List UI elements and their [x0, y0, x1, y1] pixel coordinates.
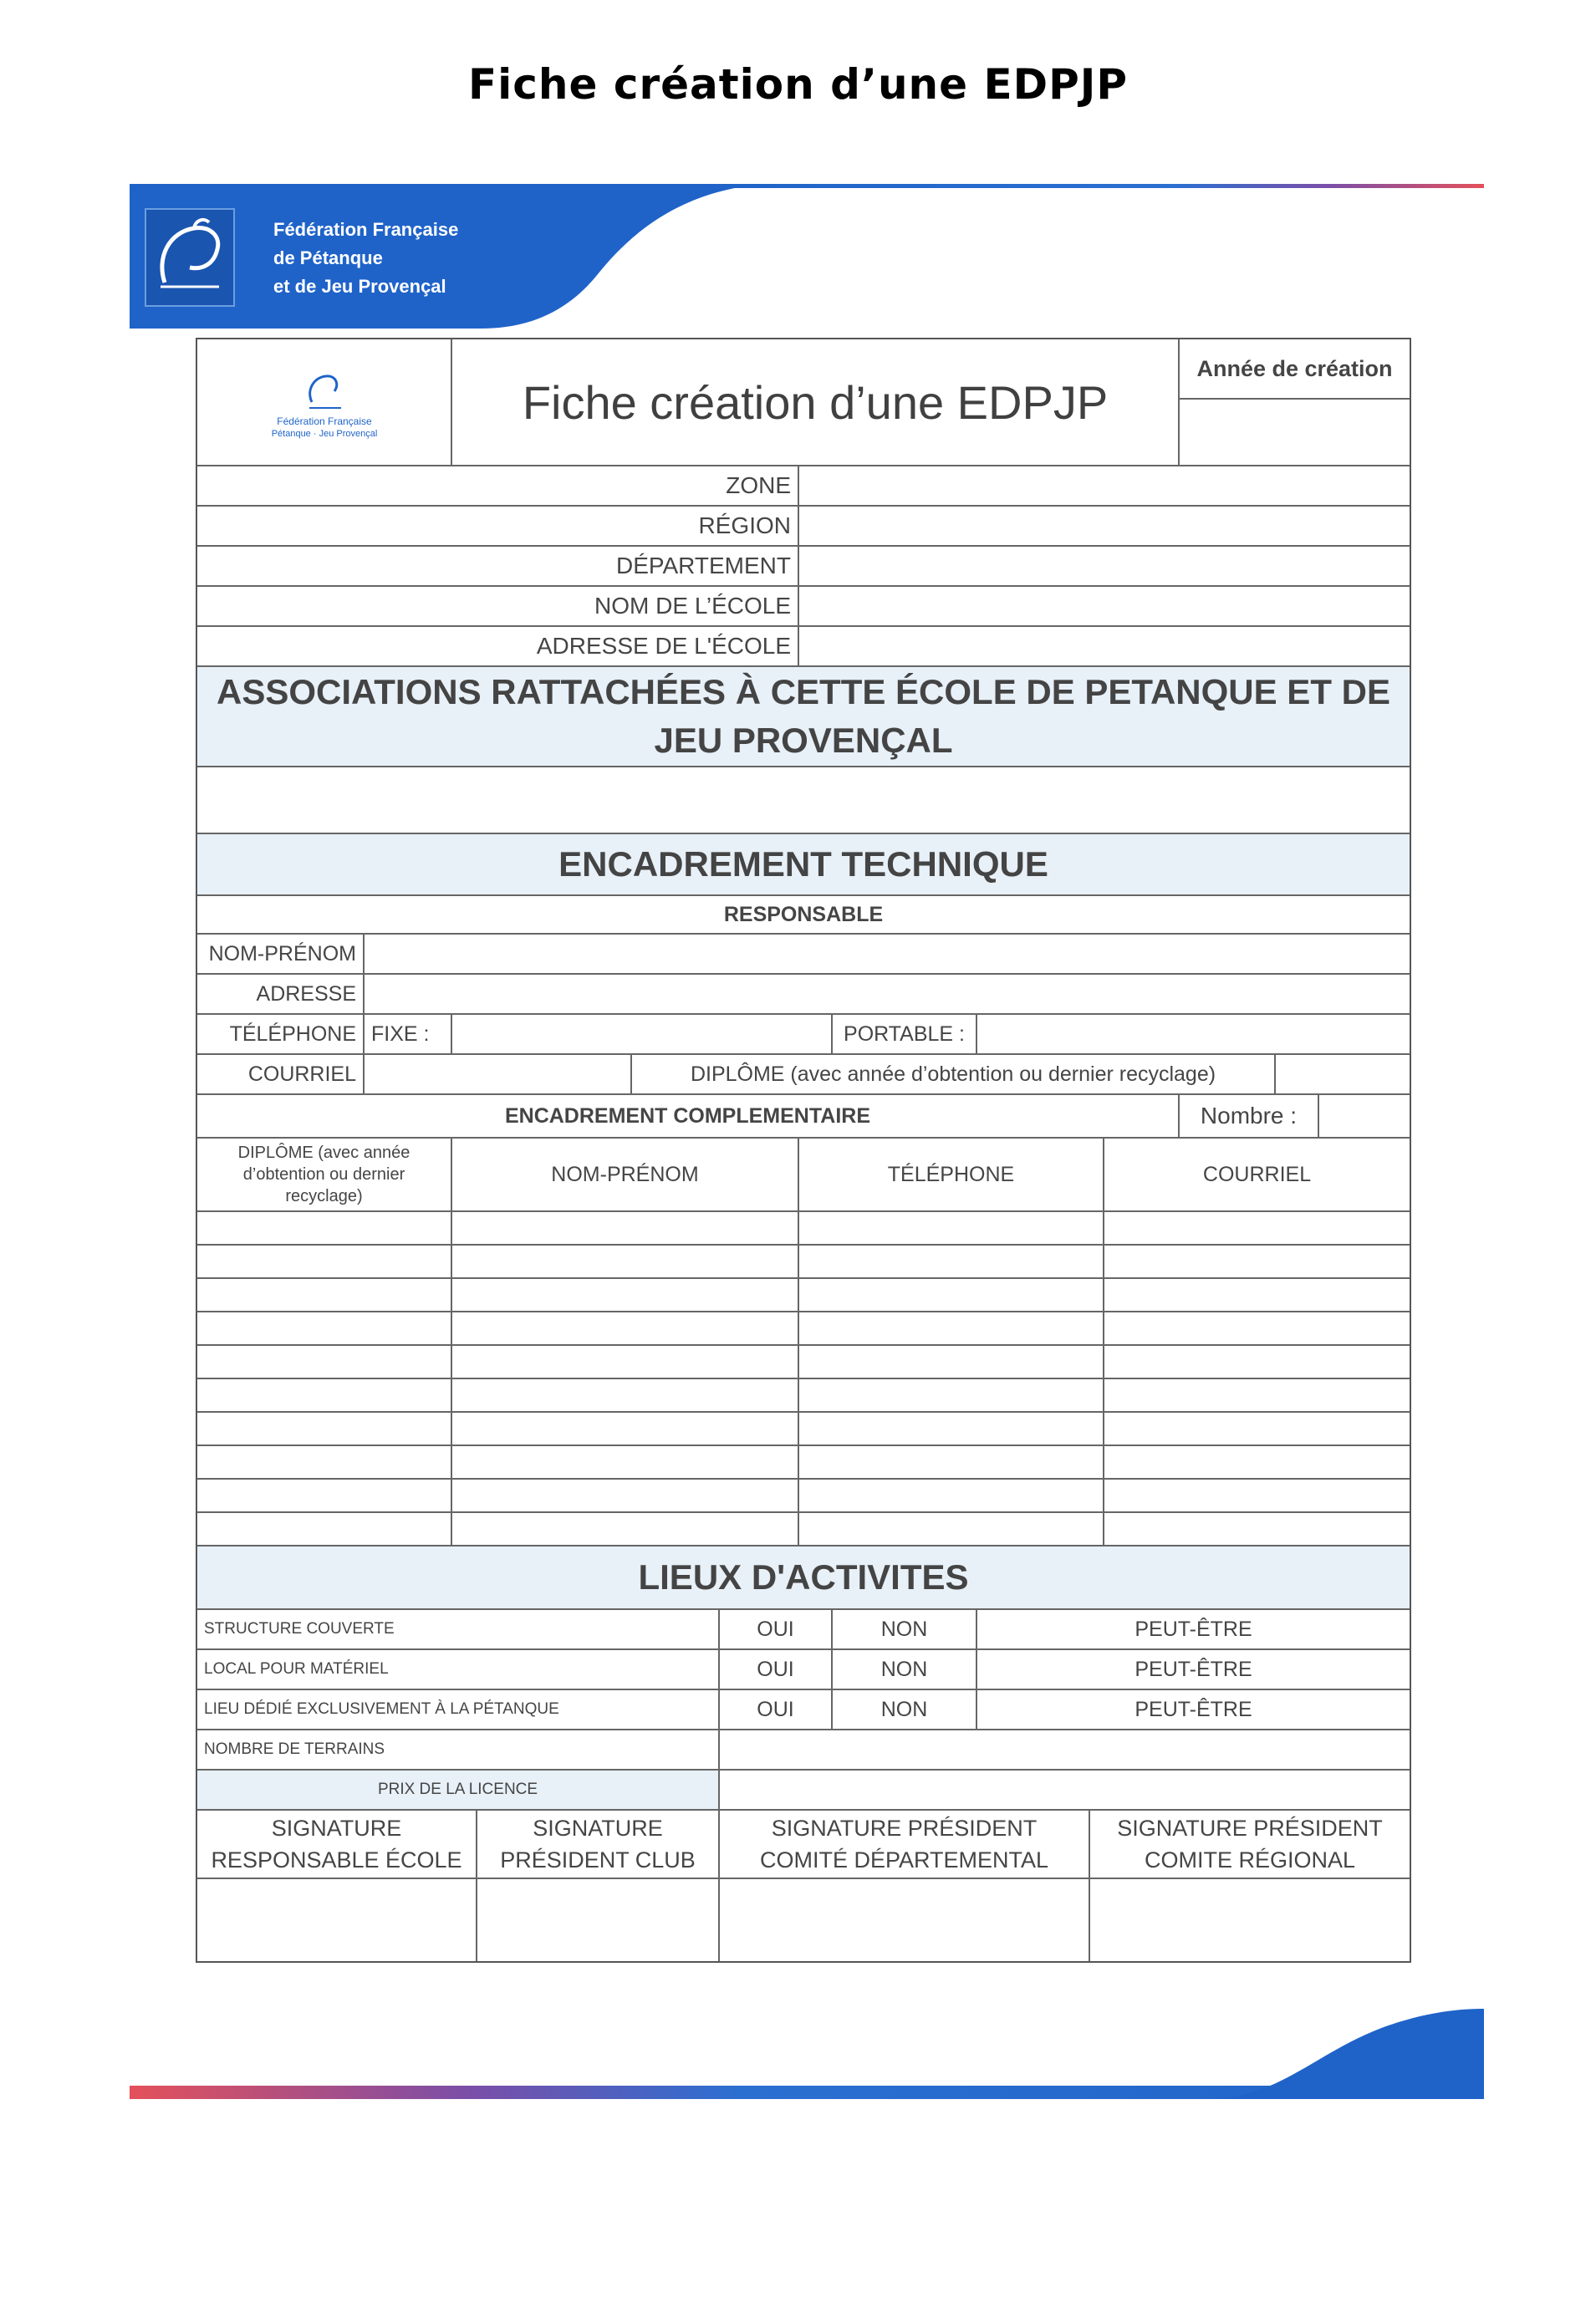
telephone-label: TÉLÉPHONE — [197, 1015, 365, 1053]
form-logo-icon — [232, 364, 416, 440]
structure-couverte-oui[interactable]: OUI — [720, 1610, 833, 1648]
encadrement-title: ENCADREMENT TECHNIQUE — [558, 844, 1048, 884]
form-logo-cell — [197, 339, 452, 465]
zone-input[interactable] — [799, 466, 1410, 505]
signature-ecole-label: SIGNATURE RESPONSABLE ÉCOLE — [197, 1811, 477, 1878]
region-label: RÉGION — [197, 507, 799, 545]
zone-label: ZONE — [197, 466, 799, 505]
table-cell[interactable] — [1104, 1379, 1410, 1411]
table-row — [197, 1413, 1410, 1446]
complementaire-title: ENCADREMENT COMPLEMENTAIRE — [197, 1095, 1180, 1137]
table-cell[interactable] — [1104, 1480, 1410, 1511]
local-materiel-non[interactable]: NON — [833, 1650, 977, 1689]
table-cell[interactable] — [197, 1413, 452, 1445]
table-cell[interactable] — [452, 1480, 799, 1511]
signature-club-label: SIGNATURE PRÉSIDENT CLUB — [477, 1811, 720, 1878]
courriel-label: COURRIEL — [197, 1055, 365, 1093]
year-label: Année de création — [1180, 339, 1410, 400]
signature-cd-box[interactable] — [720, 1879, 1090, 1961]
table-row — [197, 1513, 1410, 1546]
responsable-label: RESPONSABLE — [723, 902, 884, 926]
table-cell[interactable] — [197, 1212, 452, 1244]
federation-line-1: Fédération Française — [273, 219, 459, 240]
school-address-input[interactable] — [799, 627, 1410, 665]
table-cell[interactable] — [799, 1279, 1104, 1311]
table-cell[interactable] — [452, 1279, 799, 1311]
table-cell[interactable] — [452, 1379, 799, 1411]
table-cell[interactable] — [1104, 1413, 1410, 1445]
signature-cr-label: SIGNATURE PRÉSIDENT COMITE RÉGIONAL — [1117, 1816, 1383, 1873]
table-row — [197, 1246, 1410, 1279]
departement-input[interactable] — [799, 547, 1410, 585]
table-cell[interactable] — [799, 1446, 1104, 1478]
page-title: Fiche création d’une EDPJP — [467, 60, 1129, 109]
table-cell[interactable] — [799, 1413, 1104, 1445]
table-cell[interactable] — [452, 1212, 799, 1244]
table-cell[interactable] — [1104, 1513, 1410, 1545]
table-cell[interactable] — [799, 1212, 1104, 1244]
nom-prenom-label: NOM-PRÉNOM — [197, 935, 365, 973]
table-cell[interactable] — [197, 1513, 452, 1545]
signature-cd-label: SIGNATURE PRÉSIDENT COMITÉ DÉPARTEMENTAL — [720, 1811, 1090, 1878]
table-cell[interactable] — [452, 1446, 799, 1478]
terrains-label: NOMBRE DE TERRAINS — [197, 1730, 720, 1769]
departement-label: DÉPARTEMENT — [197, 547, 799, 585]
form-title: Fiche création d’une EDPJP — [452, 339, 1180, 465]
diplome-label: DIPLÔME (avec année d’obtention ou dernier recyclage) — [632, 1055, 1276, 1093]
table-cell[interactable] — [197, 1446, 452, 1478]
table-cell[interactable] — [799, 1312, 1104, 1344]
structure-couverte-label: STRUCTURE COUVERTE — [197, 1610, 720, 1648]
federation-name — [273, 216, 458, 301]
adresse-label: ADRESSE — [197, 975, 365, 1013]
signature-club-box[interactable] — [477, 1879, 720, 1961]
table-row — [197, 1480, 1410, 1513]
region-input[interactable] — [799, 507, 1410, 545]
federation-line-3: et de Jeu Provençal — [273, 276, 446, 297]
school-name-input[interactable] — [799, 587, 1410, 625]
local-materiel-label: LOCAL POUR MATÉRIEL — [197, 1650, 720, 1689]
structure-couverte-peut-etre[interactable]: PEUT-ÊTRE — [1135, 1617, 1252, 1641]
table-cell[interactable] — [197, 1246, 452, 1277]
table-cell[interactable] — [799, 1480, 1104, 1511]
nombre-input[interactable] — [1319, 1095, 1410, 1137]
table-cell[interactable] — [1104, 1446, 1410, 1478]
fixe-input[interactable] — [452, 1015, 833, 1053]
col-diplome: DIPLÔME (avec année d’obtention ou dernier recyclage) — [197, 1139, 452, 1210]
associations-title: ASSOCIATIONS RATTACHÉES À CETTE ÉCOLE DE PETANQUE ET DE JEU PROVENÇAL — [217, 672, 1390, 760]
year-cell — [1180, 339, 1410, 465]
table-cell[interactable] — [452, 1346, 799, 1378]
portable-label: PORTABLE : — [833, 1015, 977, 1053]
terrains-input[interactable] — [720, 1730, 1410, 1769]
licence-input[interactable] — [720, 1771, 1410, 1809]
nom-prenom-input[interactable] — [365, 935, 1410, 973]
creation-form — [196, 338, 1411, 1963]
table-cell[interactable] — [1104, 1212, 1410, 1244]
table-cell[interactable] — [197, 1312, 452, 1344]
lieu-dedie-peut-etre[interactable]: PEUT-ÊTRE — [1135, 1697, 1252, 1721]
signature-ecole-box[interactable] — [197, 1879, 477, 1961]
school-name-label: NOM DE L’ÉCOLE — [197, 587, 799, 625]
footer-band — [130, 2002, 1484, 2102]
table-cell[interactable] — [799, 1513, 1104, 1545]
table-row — [197, 1346, 1410, 1379]
table-cell[interactable] — [197, 1480, 452, 1511]
table-row — [197, 1312, 1410, 1346]
table-row — [197, 1212, 1410, 1246]
table-row — [197, 1379, 1410, 1413]
nombre-label: Nombre : — [1180, 1095, 1319, 1137]
table-cell[interactable] — [452, 1513, 799, 1545]
col-courriel: COURRIEL — [1202, 1162, 1312, 1186]
portable-input[interactable] — [977, 1015, 1410, 1053]
lieu-dedie-oui[interactable]: OUI — [720, 1690, 833, 1729]
table-cell[interactable] — [1104, 1279, 1410, 1311]
year-input[interactable] — [1180, 400, 1410, 465]
adresse-input[interactable] — [365, 975, 1410, 1013]
federation-line-2: de Pétanque — [273, 247, 383, 268]
col-nom-prenom: NOM-PRÉNOM — [452, 1139, 799, 1210]
school-address-label: ADRESSE DE L'ÉCOLE — [197, 627, 799, 665]
structure-couverte-non[interactable]: NON — [833, 1610, 977, 1648]
svg-text:Fédération Française: Fédération Française — [276, 415, 372, 427]
table-cell[interactable] — [452, 1246, 799, 1277]
table-cell[interactable] — [197, 1346, 452, 1378]
table-cell[interactable] — [452, 1413, 799, 1445]
table-cell[interactable] — [799, 1379, 1104, 1411]
lieu-dedie-non[interactable]: NON — [833, 1690, 977, 1729]
diplome-input[interactable] — [1276, 1055, 1410, 1093]
fixe-label: FIXE : — [365, 1015, 452, 1053]
signature-cr-box[interactable] — [1090, 1879, 1410, 1961]
licence-label: PRIX DE LA LICENCE — [197, 1771, 720, 1809]
lieux-title: LIEUX D'ACTIVITES — [638, 1557, 969, 1597]
local-materiel-peut-etre[interactable]: PEUT-ÊTRE — [1135, 1657, 1252, 1681]
table-row — [197, 1446, 1410, 1480]
table-cell[interactable] — [799, 1246, 1104, 1277]
table-cell[interactable] — [799, 1346, 1104, 1378]
svg-text:Pétanque · Jeu Provençal: Pétanque · Jeu Provençal — [271, 429, 377, 439]
table-cell[interactable] — [1104, 1312, 1410, 1344]
federation-logo — [144, 207, 236, 308]
table-cell[interactable] — [1104, 1246, 1410, 1277]
table-cell[interactable] — [197, 1379, 452, 1411]
table-cell[interactable] — [1104, 1346, 1410, 1378]
table-cell[interactable] — [197, 1279, 452, 1311]
lieu-dedie-label: LIEU DÉDIÉ EXCLUSIVEMENT À LA PÉTANQUE — [197, 1690, 720, 1729]
local-materiel-oui[interactable]: OUI — [720, 1650, 833, 1689]
associations-input[interactable] — [197, 767, 1410, 833]
courriel-input[interactable] — [365, 1055, 632, 1093]
table-cell[interactable] — [452, 1312, 799, 1344]
col-telephone: TÉLÉPHONE — [799, 1139, 1104, 1210]
table-row — [197, 1279, 1410, 1312]
